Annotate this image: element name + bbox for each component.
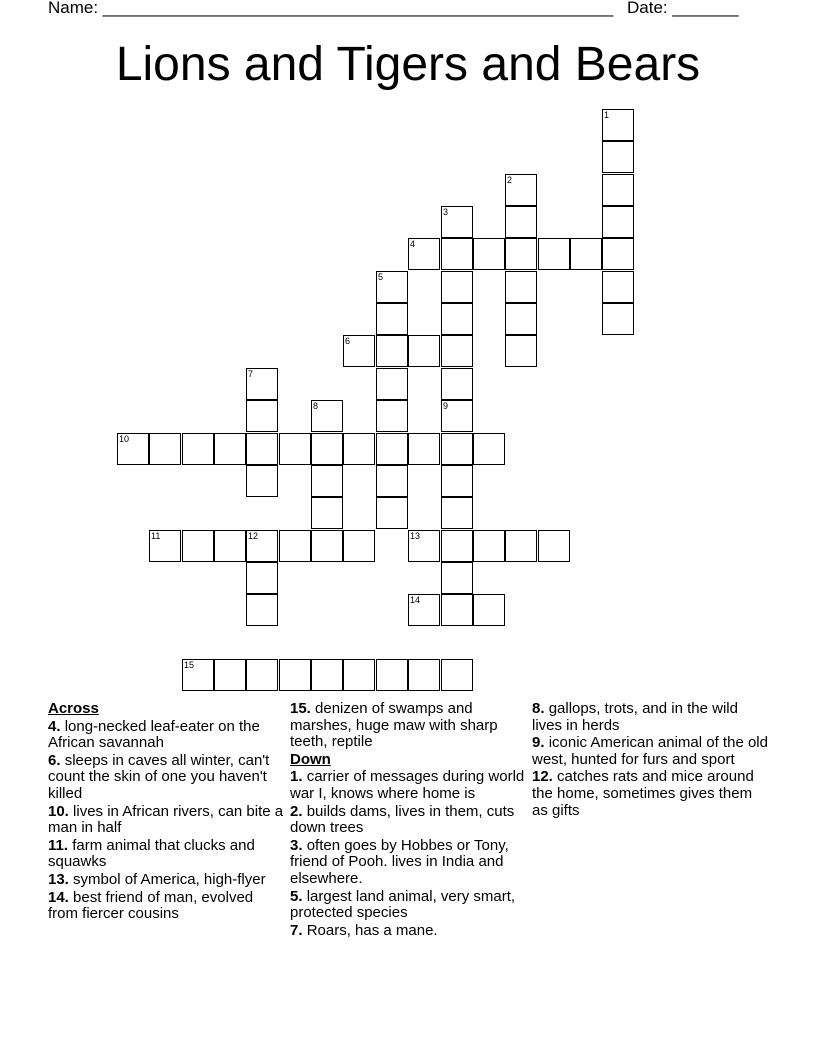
grid-cell[interactable] [441,238,473,270]
name-field-label[interactable]: Name: ______________________________________________________ [48,0,614,17]
clue-across-6 [48,753,284,803]
grid-cell[interactable] [246,562,278,594]
grid-cell[interactable] [441,368,473,400]
grid-cell[interactable] [602,271,634,303]
clue-across-14 [48,890,284,923]
grid-cell[interactable] [376,465,408,497]
grid-cell[interactable] [311,400,343,432]
clue-number: 2. [290,802,303,820]
clue-down-8 [532,701,772,734]
grid-cell[interactable] [408,433,440,465]
grid-cell[interactable] [473,530,505,562]
clue-text: denizen of swamps and marshes, huge maw with sharp teeth, reptile [290,700,498,751]
grid-cell[interactable] [117,433,149,465]
clue-text: lives in African rivers, can bite a man in half [48,802,284,837]
grid-cell[interactable] [505,335,537,367]
clue-across-4 [48,719,284,752]
grid-cell[interactable] [441,594,473,626]
grid-cell[interactable] [279,433,311,465]
cell-number: 9 [443,401,449,411]
grid-cell[interactable] [246,400,278,432]
cell-number: 3 [443,207,449,217]
grid-cell[interactable] [505,174,537,206]
grid-cell[interactable] [505,271,537,303]
clue-text: carrier of messages during world war I, knows where home is [290,768,525,802]
grid-cell[interactable] [602,109,634,141]
grid-cell[interactable] [441,400,473,432]
grid-cell[interactable] [149,433,181,465]
grid-cell[interactable] [311,433,343,465]
clue-across-15 [290,701,526,751]
grid-cell[interactable] [441,206,473,238]
grid-cell[interactable] [311,530,343,562]
clue-number: 3. [290,836,303,854]
cell-number: 7 [248,369,254,379]
cell-number: 13 [410,531,421,541]
clue-number: 15. [290,700,311,717]
clue-number: 12. [532,768,553,786]
grid-cell[interactable] [376,335,408,367]
cell-number: 10 [119,434,130,444]
clue-text: largest land animal, very smart, protected species [290,887,516,922]
grid-cell[interactable] [214,530,246,562]
grid-cell[interactable] [343,335,375,367]
clue-number: 4. [48,717,61,735]
clue-number: 6. [48,751,61,769]
grid-cell[interactable] [376,659,408,691]
grid-cell[interactable] [376,368,408,400]
grid-cell[interactable] [246,530,278,562]
grid-cell[interactable] [343,433,375,465]
grid-cell[interactable] [602,303,634,335]
clue-number: 8. [532,700,545,717]
clue-number: 10. [48,802,69,820]
grid-cell[interactable] [441,562,473,594]
down-heading: Down [290,750,331,768]
clue-across-13 [48,872,284,889]
clue-down-1 [290,769,526,802]
cell-number: 2 [507,175,513,185]
clue-text: gallops, trots, and in the wild lives in herds [532,700,738,734]
grid-cell[interactable] [408,238,440,270]
date-field-label[interactable]: Date: _______ [627,0,739,17]
cell-number: 14 [410,595,421,605]
grid-cell[interactable] [408,335,440,367]
clue-text: catches rats and mice around the home, sometimes gives them as gifts [532,768,754,819]
grid-cell[interactable] [441,659,473,691]
grid-cell[interactable] [441,497,473,529]
clue-down-5 [290,889,526,922]
grid-cell[interactable] [279,530,311,562]
cell-number: 15 [184,660,195,670]
grid-cell[interactable] [214,433,246,465]
grid-cell[interactable] [505,530,537,562]
grid-cell[interactable] [602,174,634,206]
grid-cell[interactable] [376,400,408,432]
clue-text: farm animal that clucks and squawks [48,836,255,871]
grid-cell[interactable] [343,530,375,562]
clue-text: long-necked leaf-eater on the African savannah [48,717,260,752]
grid-cell[interactable] [311,659,343,691]
grid-cell[interactable] [441,335,473,367]
grid-cell[interactable] [182,659,214,691]
grid-cell[interactable] [246,368,278,400]
grid-cell[interactable] [311,465,343,497]
grid-cell[interactable] [441,303,473,335]
clue-text: symbol of America, high-flyer [73,870,266,888]
grid-cell[interactable] [376,303,408,335]
grid-cell[interactable] [505,206,537,238]
grid-cell[interactable] [246,659,278,691]
clue-number: 14. [48,888,69,906]
grid-cell[interactable] [246,433,278,465]
clue-text: sleeps in caves all winter, can't count the skin of one you haven't killed [48,751,270,802]
grid-cell[interactable] [602,206,634,238]
grid-cell[interactable] [182,530,214,562]
clue-number: 13. [48,870,69,888]
grid-cell[interactable] [246,594,278,626]
grid-cell[interactable] [473,238,505,270]
grid-cell[interactable] [505,238,537,270]
puzzle-title: Lions and Tigers and Bears [115,38,701,91]
across-heading: Across [48,700,99,717]
grid-cell[interactable] [602,238,634,270]
grid-cell[interactable] [441,433,473,465]
clue-down-9 [532,735,772,768]
clues-column-3 [532,701,772,820]
cell-number: 4 [410,239,416,249]
clues-column-1 [48,701,284,924]
clue-across-11 [48,838,284,871]
grid-cell[interactable] [246,465,278,497]
clue-text: builds dams, lives in them, cuts down trees [290,802,515,837]
clue-down-7 [290,923,526,940]
grid-cell[interactable] [473,594,505,626]
cell-number: 6 [345,336,351,346]
clue-down-12 [532,769,772,819]
grid-cell[interactable] [408,659,440,691]
grid-cell[interactable] [441,530,473,562]
grid-cell[interactable] [602,141,634,173]
clue-text: Roars, has a mane. [306,921,438,939]
clue-across-10 [48,804,284,837]
clue-number: 5. [290,887,303,905]
clue-number: 1. [290,768,303,786]
clue-text: iconic American animal of the old west, hunted for furs and sport [532,734,768,768]
clues-column-2 [290,701,526,940]
grid-cell[interactable] [473,433,505,465]
grid-cell[interactable] [279,659,311,691]
grid-cell[interactable] [376,271,408,303]
grid-cell[interactable] [570,238,602,270]
grid-cell[interactable] [343,659,375,691]
cell-number: 1 [604,110,610,120]
grid-cell[interactable] [376,497,408,529]
cell-number: 11 [151,531,161,541]
grid-cell[interactable] [538,530,570,562]
clue-number: 9. [532,734,545,752]
grid-cell[interactable] [408,594,440,626]
clue-number: 7. [290,921,303,939]
clue-down-2 [290,804,526,837]
grid-cell[interactable] [214,659,246,691]
clue-down-3 [290,838,526,888]
clue-text: often goes by Hobbes or Tony, friend of Pooh. lives in India and elsewhere. [290,836,509,887]
grid-cell[interactable] [441,465,473,497]
clue-text: best friend of man, evolved from fiercer cousins [48,888,254,923]
cell-number: 12 [248,531,259,541]
cell-number: 8 [313,401,319,411]
grid-cell[interactable] [538,238,570,270]
grid-cell[interactable] [505,303,537,335]
grid-cell[interactable] [311,497,343,529]
clue-number: 11. [48,836,69,854]
grid-cell[interactable] [441,271,473,303]
grid-cell[interactable] [376,433,408,465]
grid-cell[interactable] [182,433,214,465]
cell-number: 5 [378,272,384,282]
grid-cell[interactable] [149,530,181,562]
grid-cell[interactable] [408,530,440,562]
